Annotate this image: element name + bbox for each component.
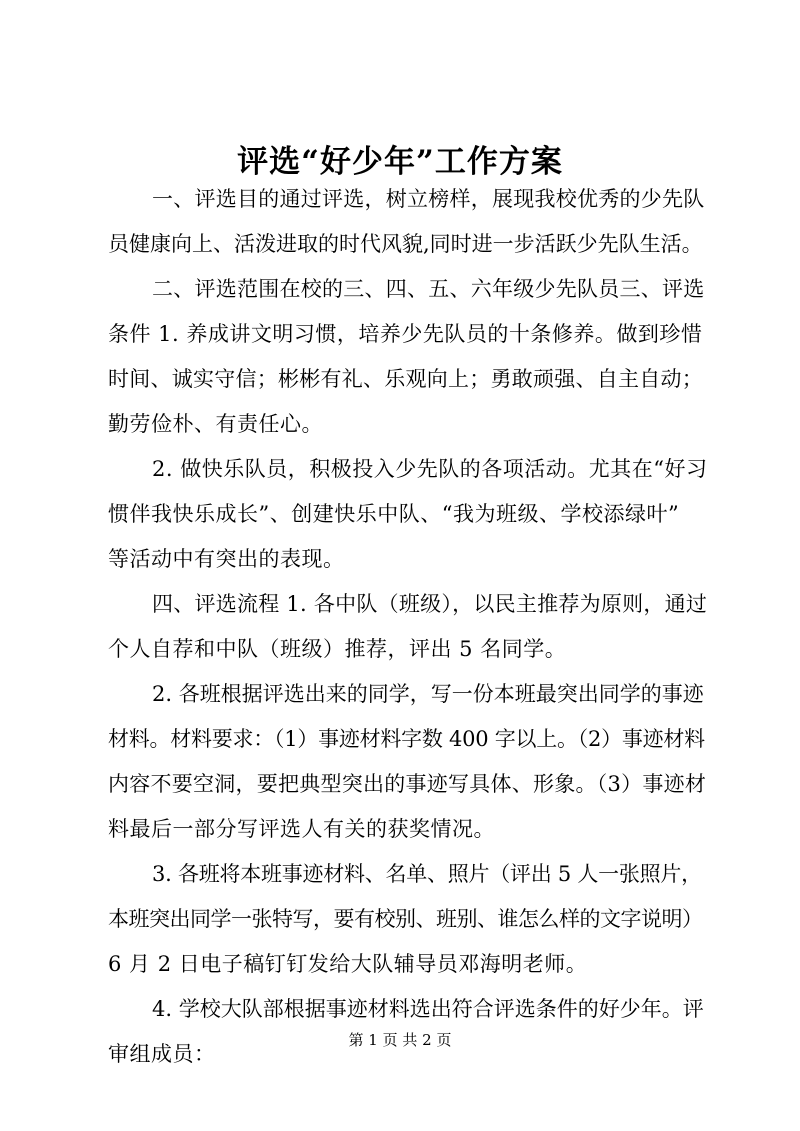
paragraph-3-line-1: 2. 做快乐队员，积极投入少先队的各项活动。尤其在“好习 bbox=[152, 457, 708, 481]
paragraph-2-line-1: 二、评选范围在校的三、四、五、六年级少先队员三、评选 bbox=[152, 277, 705, 301]
paragraph-6-line-3: 6 月 2 日电子稿钉钉发给大队辅导员邓海明老师。 bbox=[108, 952, 588, 976]
paragraph-4-line-2: 个人自荐和中队（班级）推荐，评出 5 名同学。 bbox=[108, 637, 567, 661]
paragraph-7-line-1: 4. 学校大队部根据事迹材料选出符合评选条件的好少年。评 bbox=[152, 997, 704, 1021]
page-number-footer: 第 1 页 共 2 页 bbox=[348, 1031, 452, 1049]
paragraph-1-line-1: 一、评选目的通过评选，树立榜样，展现我校优秀的少先队 bbox=[152, 187, 705, 211]
paragraph-5-line-2: 材料。材料要求：（1）事迹材料字数 400 字以上。（2）事迹材料 bbox=[108, 727, 705, 751]
document-body bbox=[108, 186, 708, 1067]
paragraph-5-line-3: 内容不要空洞，要把典型突出的事迹写具体、形象。（3）事迹材 bbox=[108, 772, 707, 796]
paragraph-1-line-2: 员健康向上、活泼进取的时代风貌,同时进一步活跃少先队生活。 bbox=[108, 232, 703, 256]
paragraph-2-line-3: 时间、诚实守信；彬彬有礼、乐观向上；勇敢顽强、自主自动； bbox=[108, 367, 703, 391]
paragraph-5-line-1: 2. 各班根据评选出来的同学，写一份本班最突出同学的事迹 bbox=[152, 682, 704, 706]
paragraph-5-line-4: 料最后一部分写评选人有关的获奖情况。 bbox=[108, 817, 495, 841]
paragraph-6-line-2: 本班突出同学一张特写，要有校别、班别、谁怎么样的文字说明） bbox=[108, 907, 703, 931]
paragraph-3-line-2: 惯伴我快乐成长”、创建快乐中队、“我为班级、学校添绿叶” bbox=[108, 502, 680, 526]
paragraph-3-line-3: 等活动中有突出的表现。 bbox=[108, 547, 345, 571]
paragraph-2-line-2: 条件 1. 养成讲文明习惯，培养少先队员的十条修养。做到珍惜 bbox=[108, 322, 703, 346]
paragraph-6-line-1: 3. 各班将本班事迹材料、名单、照片（评出 5 人一张照片， bbox=[152, 862, 702, 886]
document-title: 评选“好少年”工作方案 bbox=[237, 144, 563, 180]
paragraph-7-line-2: 审组成员： bbox=[108, 1042, 216, 1066]
paragraph-2-line-4: 勤劳俭朴、有责任心。 bbox=[108, 412, 323, 436]
paragraph-4-line-1: 四、评选流程 1. 各中队（班级），以民主推荐为原则，通过 bbox=[152, 592, 708, 616]
